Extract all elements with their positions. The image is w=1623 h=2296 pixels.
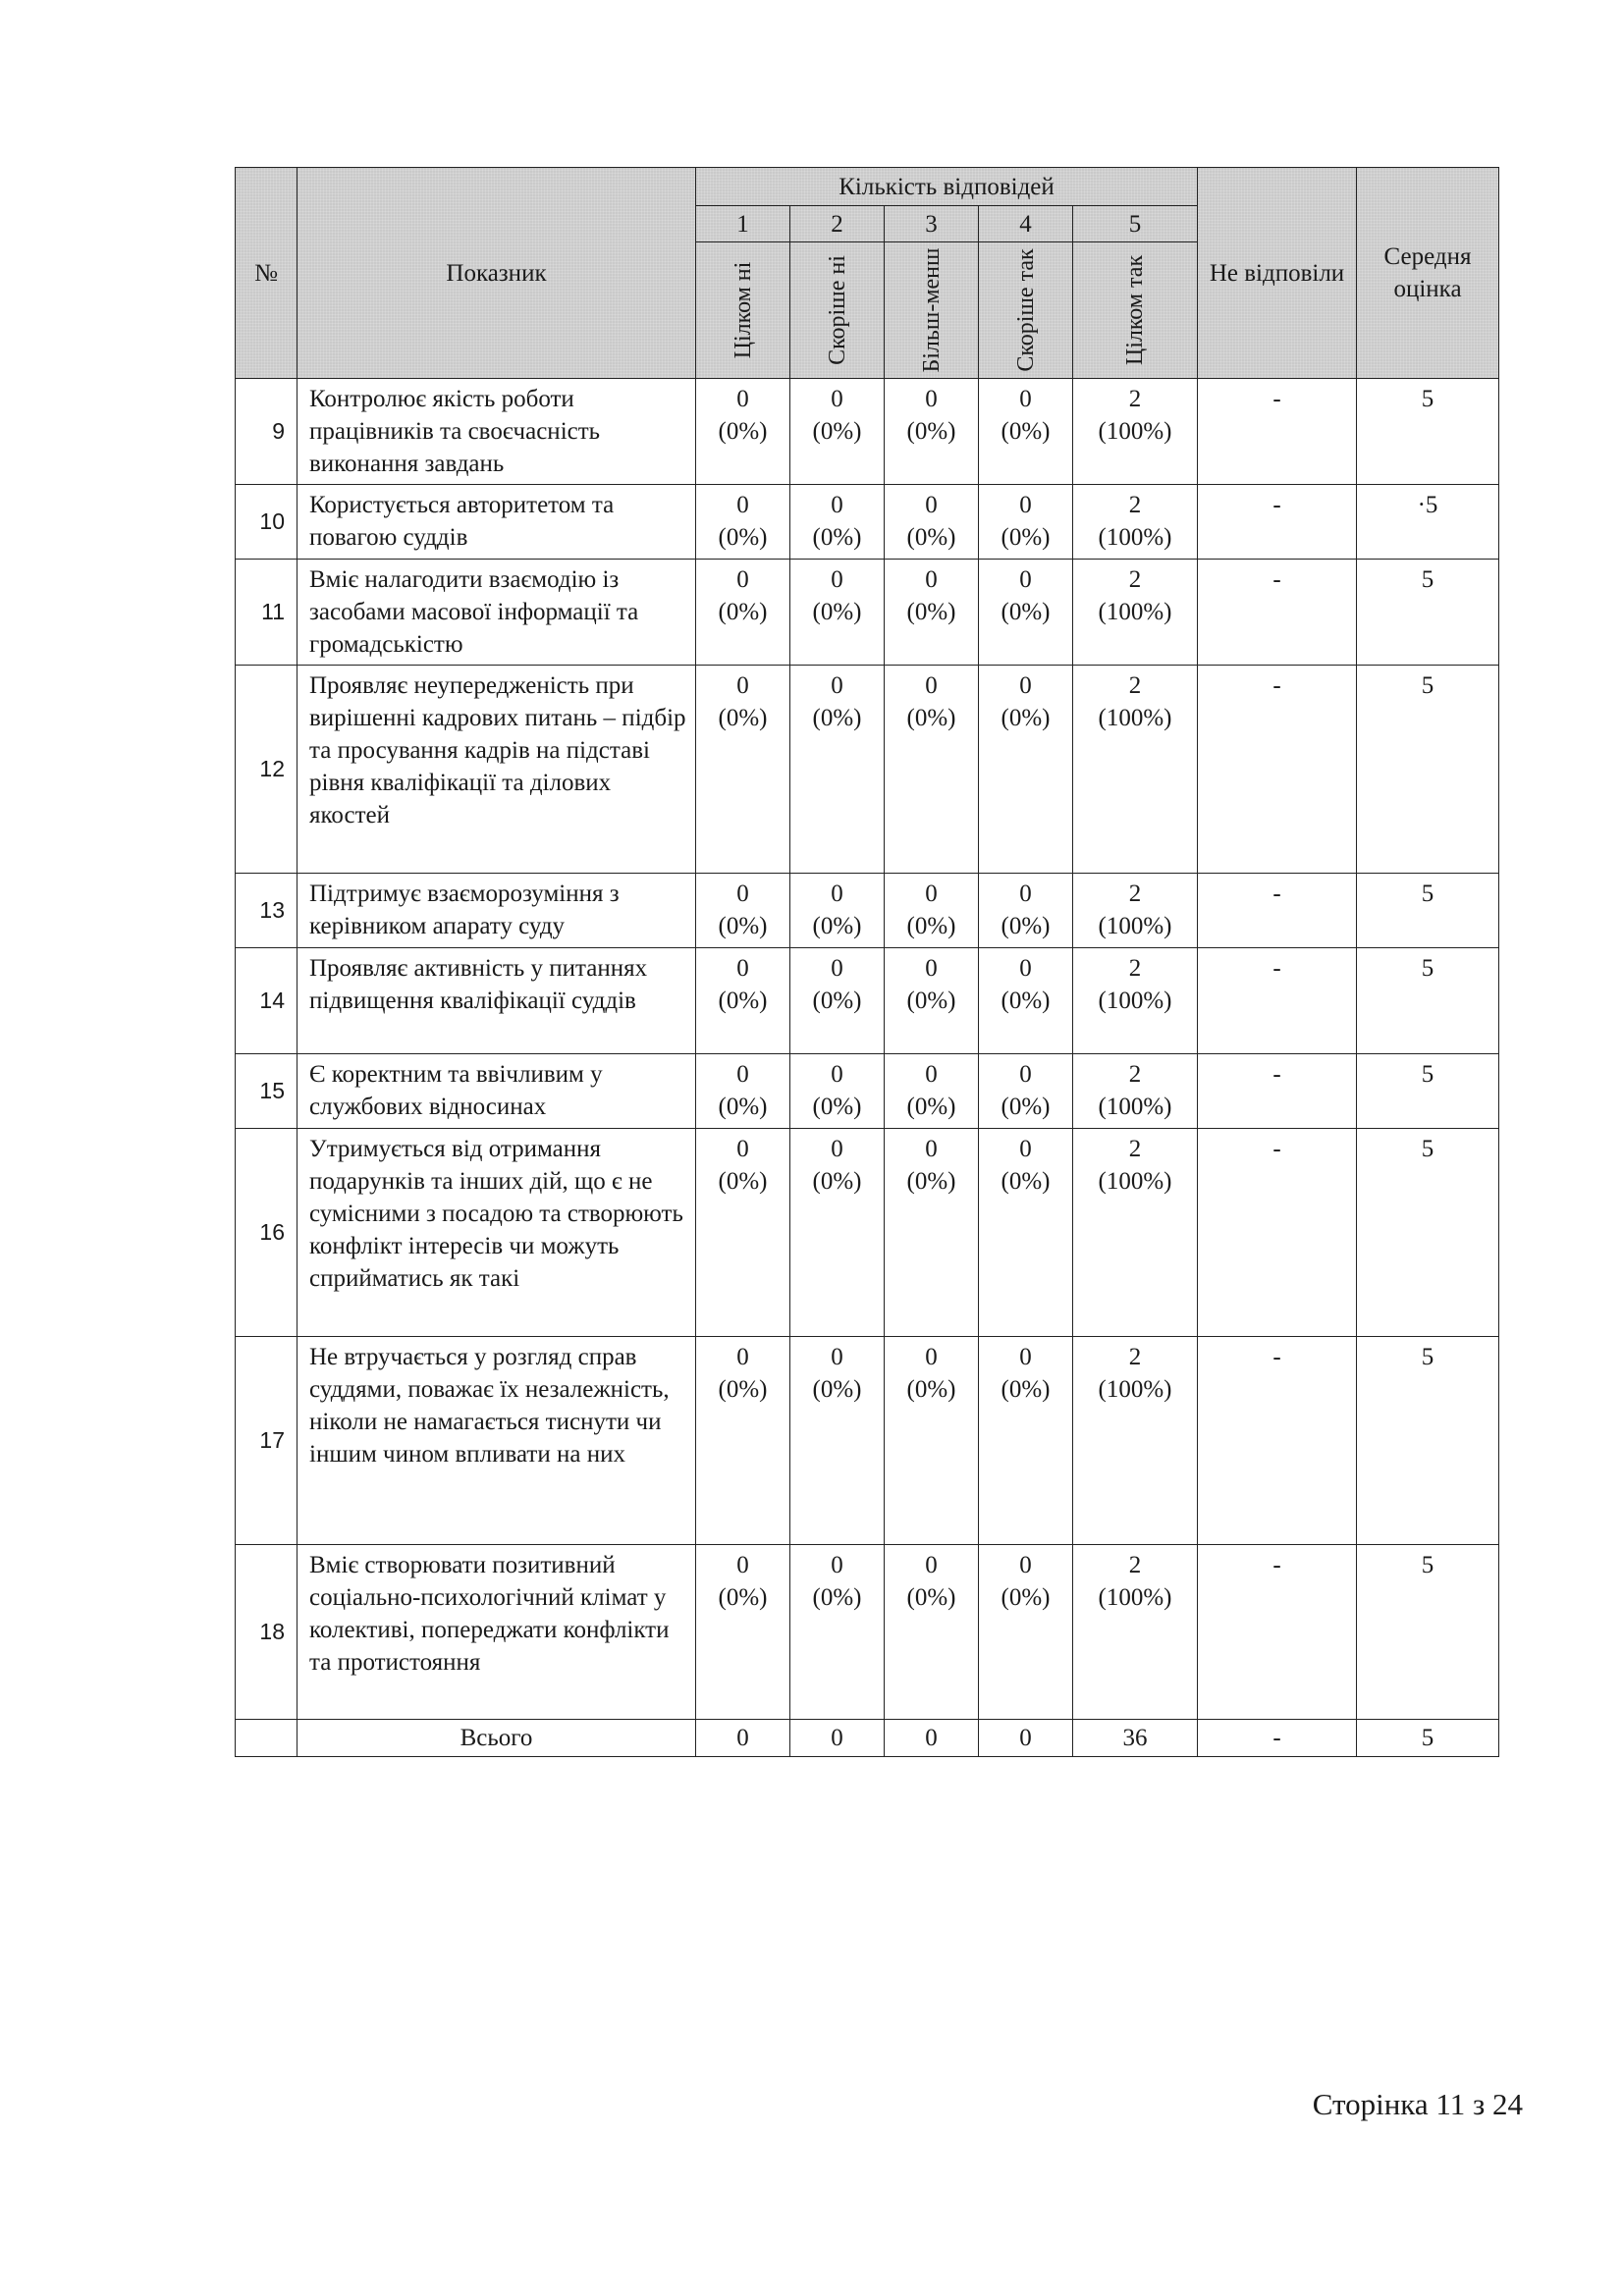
row-average: 5 [1357,1129,1499,1337]
row-answer-3 [885,1054,979,1129]
total-v4: 0 [979,1720,1073,1757]
row-indicator: Не втручається у розгляд справ суддями, поважає їх незалежність, ніколи не намагається тиснути чи іншим чином впливати на них [298,1337,696,1545]
answer-percent: (0%) [812,418,862,445]
answer-count: 0 [736,1136,749,1162]
answer-percent: (0%) [718,988,768,1014]
answer-percent: (0%) [812,1094,862,1120]
row-no-answer: - [1198,1337,1357,1545]
total-row [236,1720,1499,1757]
answer-count: 0 [925,1061,938,1088]
row-answer-3 [885,874,979,948]
row-answer-2 [790,1337,885,1545]
row-indicator: Проявляє активність у питаннях підвищення кваліфікації суддів [298,948,696,1054]
answer-count: 2 [1128,672,1142,699]
row-answer-1 [696,874,790,948]
answer-percent: (0%) [1001,705,1051,731]
answer-percent: (0%) [1001,1376,1051,1403]
survey-results-table [235,167,1499,1757]
answer-percent: (0%) [906,705,956,731]
row-answer-4 [979,485,1073,560]
row-number: 12 [236,666,298,874]
answer-percent: (0%) [718,1094,768,1120]
row-no-answer: - [1198,379,1357,485]
answer-percent: (0%) [718,1584,768,1611]
row-number: 14 [236,948,298,1054]
row-answer-5 [1073,485,1198,560]
row-answer-1 [696,1545,790,1720]
answer-count: 0 [736,386,749,412]
answer-percent: (100%) [1098,988,1172,1014]
answer-percent: (0%) [906,1094,956,1120]
answer-count: 2 [1128,1552,1142,1578]
table-row [236,1337,1499,1545]
row-average: 5 [1357,379,1499,485]
table-row [236,485,1499,560]
total-no-cell [236,1720,298,1757]
row-answer-4 [979,948,1073,1054]
answer-count: 0 [831,1344,843,1370]
row-answer-4 [979,1545,1073,1720]
page-number: Сторінка 11 з 24 [1312,2087,1523,2121]
answer-count: 0 [736,1061,749,1088]
row-number: 17 [236,1337,298,1545]
row-answer-4 [979,379,1073,485]
scale-4-label-text: Скоріше так [1012,248,1039,372]
row-indicator: Є коректним та ввічливим у службових відносинах [298,1054,696,1129]
answer-count: 0 [1019,566,1032,593]
header-scale-1-label [696,242,790,379]
answer-count: 2 [1128,492,1142,518]
answer-percent: (0%) [718,524,768,551]
answer-count: 0 [925,881,938,907]
answer-count: 0 [831,1136,843,1162]
survey-table-wrapper [235,167,1499,1757]
answer-count: 0 [831,492,843,518]
row-answer-1 [696,379,790,485]
answer-percent: (0%) [1001,1584,1051,1611]
header-scale-1-num: 1 [696,206,790,242]
answer-count: 0 [736,492,749,518]
header-scale-2-num: 2 [790,206,885,242]
row-indicator: Користується авторитетом та повагою суддів [298,485,696,560]
total-v2: 0 [790,1720,885,1757]
answer-count: 2 [1128,1061,1142,1088]
row-answer-5 [1073,1054,1198,1129]
answer-percent: (0%) [718,1376,768,1403]
row-average: ·5 [1357,485,1499,560]
row-number: 9 [236,379,298,485]
row-answer-1 [696,948,790,1054]
answer-percent: (0%) [812,913,862,939]
row-number: 13 [236,874,298,948]
row-answer-4 [979,1129,1073,1337]
answer-percent: (0%) [718,705,768,731]
table-row [236,948,1499,1054]
row-answer-1 [696,1337,790,1545]
row-answer-5 [1073,948,1198,1054]
table-row [236,666,1499,874]
answer-count: 2 [1128,1136,1142,1162]
row-answer-1 [696,485,790,560]
row-answer-5 [1073,1337,1198,1545]
answer-count: 0 [1019,492,1032,518]
row-answer-5 [1073,666,1198,874]
row-indicator: Проявляє неупередженість при вирішенні кадрових питань – підбір та просування кадрів на підставі рівня кваліфікації та ділових якостей [298,666,696,874]
row-number: 10 [236,485,298,560]
answer-percent: (0%) [906,1376,956,1403]
answer-percent: (100%) [1098,1376,1172,1403]
scale-1-label-text: Цілком ні [730,261,756,359]
answer-percent: (100%) [1098,913,1172,939]
total-no-answer: - [1198,1720,1357,1757]
answer-count: 0 [831,386,843,412]
answer-percent: (100%) [1098,1584,1172,1611]
answer-percent: (0%) [812,599,862,625]
answer-percent: (0%) [906,1584,956,1611]
row-answer-3 [885,948,979,1054]
answer-percent: (0%) [1001,599,1051,625]
row-no-answer: - [1198,560,1357,666]
row-average: 5 [1357,1545,1499,1720]
table-row [236,874,1499,948]
answer-count: 0 [925,492,938,518]
total-v1: 0 [696,1720,790,1757]
answer-percent: (0%) [1001,988,1051,1014]
answer-count: 0 [925,955,938,982]
answer-percent: (0%) [718,418,768,445]
answer-percent: (0%) [906,988,956,1014]
answer-count: 0 [925,1552,938,1578]
answer-percent: (100%) [1098,599,1172,625]
table-row [236,379,1499,485]
row-answer-2 [790,666,885,874]
row-no-answer: - [1198,1054,1357,1129]
answer-count: 0 [1019,1136,1032,1162]
row-answer-2 [790,560,885,666]
row-no-answer: - [1198,1129,1357,1337]
answer-count: 0 [1019,1061,1032,1088]
row-indicator: Вміє створювати позитивний соціально-психологічний клімат у колективі, попереджати конфлікти та протистояння [298,1545,696,1720]
answer-count: 0 [1019,881,1032,907]
row-no-answer: - [1198,666,1357,874]
answer-count: 0 [736,1344,749,1370]
table-row [236,1054,1499,1129]
row-average: 5 [1357,666,1499,874]
answer-percent: (0%) [812,1168,862,1195]
row-answer-1 [696,1054,790,1129]
answer-count: 0 [831,672,843,699]
row-answer-5 [1073,560,1198,666]
answer-percent: (0%) [906,1168,956,1195]
row-indicator: Утримується від отримання подарунків та інших дій, що є не сумісними з посадою та створюють конфлікт інтересів чи можуть сприйматись як такі [298,1129,696,1337]
answer-percent: (0%) [906,599,956,625]
answer-count: 0 [831,566,843,593]
row-answer-4 [979,874,1073,948]
header-average: Середня оцінка [1357,168,1499,379]
row-answer-4 [979,560,1073,666]
row-answer-1 [696,1129,790,1337]
row-average: 5 [1357,1054,1499,1129]
header-scale-3-num: 3 [885,206,979,242]
answer-count: 2 [1128,386,1142,412]
answer-count: 0 [1019,672,1032,699]
answer-count: 2 [1128,1344,1142,1370]
answer-percent: (0%) [1001,913,1051,939]
header-no: № [236,168,298,379]
row-no-answer: - [1198,874,1357,948]
row-answer-3 [885,1337,979,1545]
answer-count: 0 [925,386,938,412]
row-no-answer: - [1198,1545,1357,1720]
table-row [236,1545,1499,1720]
answer-count: 2 [1128,881,1142,907]
row-average: 5 [1357,1337,1499,1545]
answer-count: 0 [1019,386,1032,412]
row-answer-3 [885,379,979,485]
header-scale-2-label [790,242,885,379]
row-answer-2 [790,874,885,948]
row-answer-4 [979,666,1073,874]
header-no-answer: Не відповіли [1198,168,1357,379]
answer-count: 0 [925,566,938,593]
row-answer-4 [979,1337,1073,1545]
answer-percent: (100%) [1098,1094,1172,1120]
header-scale-3-label [885,242,979,379]
row-answer-3 [885,1129,979,1337]
answer-percent: (0%) [906,524,956,551]
answer-percent: (100%) [1098,418,1172,445]
answer-count: 0 [736,881,749,907]
answer-count: 0 [925,1344,938,1370]
answer-count: 0 [736,672,749,699]
header-scale-5-num: 5 [1073,206,1198,242]
row-indicator: Вміє налагодити взаємодію із засобами масової інформації та громадськістю [298,560,696,666]
answer-count: 0 [736,566,749,593]
answer-percent: (0%) [718,1168,768,1195]
row-answer-1 [696,560,790,666]
answer-count: 0 [1019,1344,1032,1370]
row-answer-5 [1073,1545,1198,1720]
answer-percent: (0%) [812,705,862,731]
row-number: 15 [236,1054,298,1129]
row-answer-4 [979,1054,1073,1129]
answer-count: 0 [1019,1552,1032,1578]
answer-percent: (0%) [1001,1094,1051,1120]
row-answer-5 [1073,874,1198,948]
answer-percent: (100%) [1098,524,1172,551]
answer-percent: (0%) [812,1584,862,1611]
row-average: 5 [1357,948,1499,1054]
row-answer-5 [1073,1129,1198,1337]
table-body [236,379,1499,1720]
scale-5-label-text: Цілком так [1121,254,1148,366]
answer-count: 0 [831,1552,843,1578]
row-answer-3 [885,666,979,874]
row-answer-2 [790,485,885,560]
row-answer-2 [790,948,885,1054]
row-average: 5 [1357,560,1499,666]
row-indicator: Контролює якість роботи працівників та своєчасність виконання завдань [298,379,696,485]
row-answer-3 [885,1545,979,1720]
header-scale-4-label [979,242,1073,379]
header-scale-4-num: 4 [979,206,1073,242]
answer-percent: (0%) [1001,1168,1051,1195]
answer-count: 0 [925,672,938,699]
row-answer-2 [790,1545,885,1720]
answer-percent: (0%) [812,988,862,1014]
row-no-answer: - [1198,485,1357,560]
scale-2-label-text: Скоріше ні [824,255,850,365]
total-v5: 36 [1073,1720,1198,1757]
total-label: Всього [298,1720,696,1757]
answer-count: 0 [831,1061,843,1088]
row-average: 5 [1357,874,1499,948]
answer-count: 2 [1128,566,1142,593]
row-indicator: Підтримує взаєморозуміння з керівником апарату суду [298,874,696,948]
header-answers-count: Кількість відповідей [696,168,1198,206]
table-row [236,1129,1499,1337]
answer-count: 0 [736,955,749,982]
answer-count: 0 [831,881,843,907]
total-average: 5 [1357,1720,1499,1757]
answer-count: 0 [831,955,843,982]
answer-percent: (100%) [1098,705,1172,731]
row-no-answer: - [1198,948,1357,1054]
row-answer-5 [1073,379,1198,485]
answer-percent: (0%) [812,1376,862,1403]
row-answer-2 [790,1129,885,1337]
answer-count: 0 [736,1552,749,1578]
row-answer-3 [885,560,979,666]
answer-percent: (0%) [906,418,956,445]
header-scale-5-label [1073,242,1198,379]
answer-percent: (0%) [718,913,768,939]
row-number: 18 [236,1545,298,1720]
answer-percent: (0%) [1001,418,1051,445]
row-answer-1 [696,666,790,874]
row-answer-3 [885,485,979,560]
answer-count: 0 [1019,955,1032,982]
header-indicator: Показник [298,168,696,379]
row-number: 11 [236,560,298,666]
answer-count: 0 [925,1136,938,1162]
answer-count: 2 [1128,955,1142,982]
answer-percent: (0%) [1001,524,1051,551]
row-answer-2 [790,1054,885,1129]
scale-3-label-text: Більш-менш [918,247,945,373]
total-v3: 0 [885,1720,979,1757]
table-row [236,560,1499,666]
answer-percent: (100%) [1098,1168,1172,1195]
answer-percent: (0%) [718,599,768,625]
answer-percent: (0%) [906,913,956,939]
row-answer-2 [790,379,885,485]
row-number: 16 [236,1129,298,1337]
answer-percent: (0%) [812,524,862,551]
